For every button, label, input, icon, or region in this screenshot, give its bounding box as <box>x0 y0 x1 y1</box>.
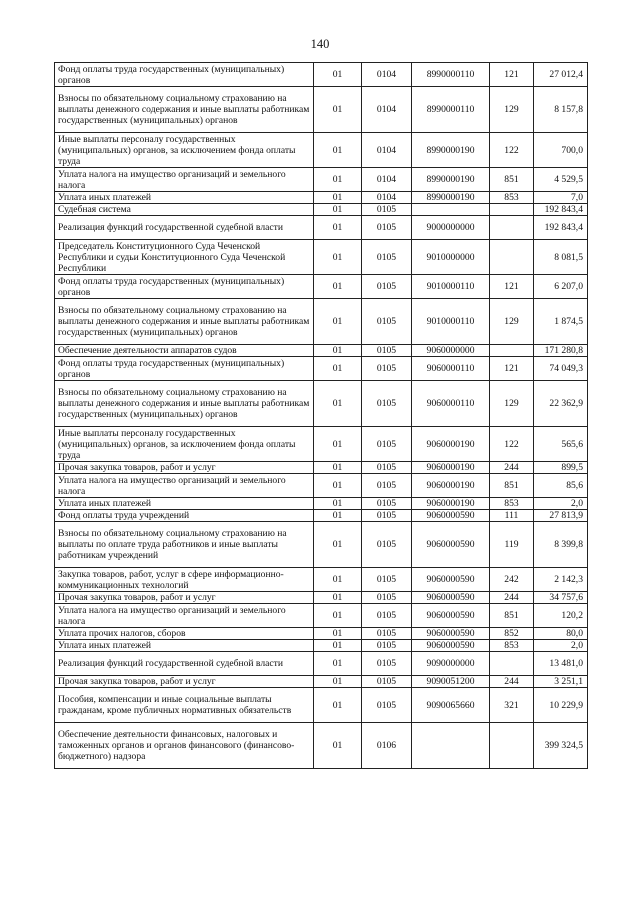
subsection-code: 0105 <box>362 474 412 498</box>
subsection-code: 0105 <box>362 640 412 652</box>
table-row <box>55 498 588 510</box>
expense-type-code <box>490 345 534 357</box>
amount: 80,0 <box>534 628 588 640</box>
target-article-code: 9090051200 <box>412 676 490 688</box>
section-code: 01 <box>314 381 362 427</box>
table-row <box>55 357 588 381</box>
expense-name: Закупка товаров, работ, услуг в сфере информационно-коммуникационных технологий <box>55 568 314 592</box>
section-code: 01 <box>314 568 362 592</box>
expense-name: Уплата налога на имущество организаций и земельного налога <box>55 168 314 192</box>
table-row <box>55 299 588 345</box>
subsection-code: 0105 <box>362 498 412 510</box>
expense-name: Фонд оплаты труда учреждений <box>55 510 314 522</box>
section-code: 01 <box>314 474 362 498</box>
table-row <box>55 628 588 640</box>
expense-type-code: 119 <box>490 522 534 568</box>
table-row <box>55 87 588 133</box>
subsection-code: 0105 <box>362 522 412 568</box>
subsection-code: 0104 <box>362 168 412 192</box>
expense-name: Пособия, компенсации и иные социальные выплаты гражданам, кроме публичных нормативных обязательств <box>55 688 314 723</box>
amount: 399 324,5 <box>534 723 588 769</box>
section-code: 01 <box>314 510 362 522</box>
target-article-code: 9060000590 <box>412 510 490 522</box>
amount: 700,0 <box>534 133 588 168</box>
section-code: 01 <box>314 299 362 345</box>
expense-name: Обеспечение деятельности аппаратов судов <box>55 345 314 357</box>
amount: 85,6 <box>534 474 588 498</box>
subsection-code: 0105 <box>362 688 412 723</box>
section-code: 01 <box>314 168 362 192</box>
expense-name: Фонд оплаты труда государственных (муниципальных) органов <box>55 357 314 381</box>
subsection-code: 0105 <box>362 275 412 299</box>
subsection-code: 0104 <box>362 133 412 168</box>
expense-name: Прочая закупка товаров, работ и услуг <box>55 676 314 688</box>
section-code: 01 <box>314 275 362 299</box>
section-code: 01 <box>314 204 362 216</box>
table-row <box>55 192 588 204</box>
amount: 8 081,5 <box>534 240 588 275</box>
table-row <box>55 688 588 723</box>
table-row <box>55 275 588 299</box>
section-code: 01 <box>314 592 362 604</box>
subsection-code: 0104 <box>362 63 412 87</box>
section-code: 01 <box>314 688 362 723</box>
expense-name: Фонд оплаты труда государственных (муниципальных) органов <box>55 63 314 87</box>
subsection-code: 0105 <box>362 462 412 474</box>
section-code: 01 <box>314 133 362 168</box>
amount: 74 049,3 <box>534 357 588 381</box>
table-row <box>55 133 588 168</box>
target-article-code: 9060000590 <box>412 640 490 652</box>
section-code: 01 <box>314 87 362 133</box>
section-code: 01 <box>314 357 362 381</box>
amount: 899,5 <box>534 462 588 474</box>
target-article-code: 9060000590 <box>412 568 490 592</box>
table-row <box>55 204 588 216</box>
expense-type-code: 321 <box>490 688 534 723</box>
section-code: 01 <box>314 652 362 676</box>
section-code: 01 <box>314 676 362 688</box>
expense-type-code: 853 <box>490 192 534 204</box>
table-row <box>55 427 588 462</box>
expense-type-code: 853 <box>490 640 534 652</box>
table-row <box>55 723 588 769</box>
subsection-code: 0105 <box>362 592 412 604</box>
table-row <box>55 240 588 275</box>
target-article-code: 8990000190 <box>412 168 490 192</box>
expense-type-code <box>490 723 534 769</box>
amount: 3 251,1 <box>534 676 588 688</box>
expense-name: Взносы по обязательному социальному страхованию на выплаты денежного содержания и иные выплаты работникам государственных (муниципальных) органов <box>55 381 314 427</box>
subsection-code: 0105 <box>362 604 412 628</box>
expense-name: Обеспечение деятельности финансовых, налоговых и таможенных органов и органов финансового (финансово-бюджетного) надзора <box>55 723 314 769</box>
expense-type-code: 111 <box>490 510 534 522</box>
target-article-code: 9060000000 <box>412 345 490 357</box>
table-row <box>55 652 588 676</box>
expense-name: Реализация функций государственной судебной власти <box>55 652 314 676</box>
target-article-code: 9060000590 <box>412 628 490 640</box>
target-article-code: 9010000110 <box>412 275 490 299</box>
expense-type-code <box>490 216 534 240</box>
subsection-code: 0105 <box>362 676 412 688</box>
section-code: 01 <box>314 63 362 87</box>
amount: 565,6 <box>534 427 588 462</box>
amount: 8 157,8 <box>534 87 588 133</box>
table-row <box>55 568 588 592</box>
expense-name: Фонд оплаты труда государственных (муниципальных) органов <box>55 275 314 299</box>
amount: 192 843,4 <box>534 216 588 240</box>
expense-type-code: 129 <box>490 87 534 133</box>
target-article-code: 9090000000 <box>412 652 490 676</box>
expense-type-code: 122 <box>490 427 534 462</box>
target-article-code: 9090065660 <box>412 688 490 723</box>
expense-name: Уплата иных платежей <box>55 192 314 204</box>
amount: 27 012,4 <box>534 63 588 87</box>
amount: 13 481,0 <box>534 652 588 676</box>
subsection-code: 0105 <box>362 568 412 592</box>
expense-type-code: 851 <box>490 474 534 498</box>
expense-type-code: 851 <box>490 604 534 628</box>
section-code: 01 <box>314 604 362 628</box>
target-article-code: 9000000000 <box>412 216 490 240</box>
expense-name: Уплата иных платежей <box>55 640 314 652</box>
table-row <box>55 676 588 688</box>
amount: 2,0 <box>534 640 588 652</box>
subsection-code: 0104 <box>362 87 412 133</box>
subsection-code: 0106 <box>362 723 412 769</box>
table-row <box>55 462 588 474</box>
amount: 120,2 <box>534 604 588 628</box>
amount: 34 757,6 <box>534 592 588 604</box>
target-article-code: 9060000590 <box>412 604 490 628</box>
expense-type-code: 244 <box>490 462 534 474</box>
expense-name: Председатель Конституционного Суда Чеченской Республики и судьи Конституционного Суда Чеченской Республики <box>55 240 314 275</box>
amount: 2 142,3 <box>534 568 588 592</box>
budget-table-body <box>55 63 588 769</box>
amount: 27 813,9 <box>534 510 588 522</box>
section-code: 01 <box>314 240 362 275</box>
target-article-code: 9060000190 <box>412 427 490 462</box>
target-article-code: 9060000190 <box>412 498 490 510</box>
amount: 22 362,9 <box>534 381 588 427</box>
subsection-code: 0105 <box>362 357 412 381</box>
table-row <box>55 592 588 604</box>
section-code: 01 <box>314 192 362 204</box>
expense-type-code: 244 <box>490 592 534 604</box>
expense-type-code: 121 <box>490 275 534 299</box>
expense-name: Взносы по обязательному социальному страхованию на выплаты денежного содержания и иные выплаты работникам государственных (муниципальных) органов <box>55 299 314 345</box>
target-article-code: 9060000190 <box>412 462 490 474</box>
subsection-code: 0105 <box>362 427 412 462</box>
target-article-code: 9060000190 <box>412 474 490 498</box>
expense-name: Судебная система <box>55 204 314 216</box>
section-code: 01 <box>314 628 362 640</box>
expense-type-code <box>490 652 534 676</box>
expense-type-code: 121 <box>490 63 534 87</box>
page-number: 140 <box>310 37 330 51</box>
table-row <box>55 345 588 357</box>
expense-type-code: 852 <box>490 628 534 640</box>
expense-name: Уплата прочих налогов, сборов <box>55 628 314 640</box>
table-row <box>55 510 588 522</box>
table-row <box>55 381 588 427</box>
expense-type-code: 242 <box>490 568 534 592</box>
section-code: 01 <box>314 640 362 652</box>
table-row <box>55 63 588 87</box>
expense-name: Иные выплаты персоналу государственных (муниципальных) органов, за исключением фонда оплаты труда <box>55 133 314 168</box>
target-article-code: 8990000190 <box>412 192 490 204</box>
expense-type-code: 121 <box>490 357 534 381</box>
target-article-code: 9010000110 <box>412 299 490 345</box>
expense-type-code: 129 <box>490 299 534 345</box>
subsection-code: 0105 <box>362 299 412 345</box>
target-article-code <box>412 204 490 216</box>
expense-name: Уплата иных платежей <box>55 498 314 510</box>
table-row <box>55 604 588 628</box>
amount: 6 207,0 <box>534 275 588 299</box>
expense-type-code: 244 <box>490 676 534 688</box>
section-code: 01 <box>314 427 362 462</box>
subsection-code: 0105 <box>362 204 412 216</box>
target-article-code: 9060000110 <box>412 357 490 381</box>
subsection-code: 0105 <box>362 381 412 427</box>
table-row <box>55 474 588 498</box>
expense-name: Прочая закупка товаров, работ и услуг <box>55 592 314 604</box>
table-row <box>55 168 588 192</box>
expense-type-code: 122 <box>490 133 534 168</box>
amount: 1 874,5 <box>534 299 588 345</box>
expense-name: Уплата налога на имущество организаций и земельного налога <box>55 604 314 628</box>
section-code: 01 <box>314 522 362 568</box>
section-code: 01 <box>314 345 362 357</box>
target-article-code: 9060000110 <box>412 381 490 427</box>
budget-table <box>54 62 588 769</box>
target-article-code: 8990000110 <box>412 87 490 133</box>
table-row <box>55 216 588 240</box>
table-row <box>55 522 588 568</box>
subsection-code: 0105 <box>362 345 412 357</box>
subsection-code: 0105 <box>362 652 412 676</box>
table-row <box>55 640 588 652</box>
amount: 4 529,5 <box>534 168 588 192</box>
expense-name: Взносы по обязательному социальному страхованию на выплаты денежного содержания и иные выплаты работникам государственных (муниципальных) органов <box>55 87 314 133</box>
amount: 192 843,4 <box>534 204 588 216</box>
expense-name: Взносы по обязательному социальному страхованию на выплаты по оплате труда работников и иные выплаты работникам учреждений <box>55 522 314 568</box>
expense-type-code: 853 <box>490 498 534 510</box>
expense-name: Уплата налога на имущество организаций и земельного налога <box>55 474 314 498</box>
expense-name: Реализация функций государственной судебной власти <box>55 216 314 240</box>
expense-name: Прочая закупка товаров, работ и услуг <box>55 462 314 474</box>
expense-type-code: 851 <box>490 168 534 192</box>
section-code: 01 <box>314 462 362 474</box>
amount: 10 229,9 <box>534 688 588 723</box>
amount: 171 280,8 <box>534 345 588 357</box>
target-article-code: 9060000590 <box>412 522 490 568</box>
section-code: 01 <box>314 723 362 769</box>
target-article-code <box>412 723 490 769</box>
section-code: 01 <box>314 216 362 240</box>
expense-type-code <box>490 240 534 275</box>
expense-name: Иные выплаты персоналу государственных (муниципальных) органов, за исключением фонда оплаты труда <box>55 427 314 462</box>
subsection-code: 0105 <box>362 628 412 640</box>
target-article-code: 9060000590 <box>412 592 490 604</box>
target-article-code: 9010000000 <box>412 240 490 275</box>
subsection-code: 0104 <box>362 192 412 204</box>
target-article-code: 8990000190 <box>412 133 490 168</box>
amount: 7,0 <box>534 192 588 204</box>
subsection-code: 0105 <box>362 216 412 240</box>
section-code: 01 <box>314 498 362 510</box>
amount: 8 399,8 <box>534 522 588 568</box>
target-article-code: 8990000110 <box>412 63 490 87</box>
subsection-code: 0105 <box>362 510 412 522</box>
subsection-code: 0105 <box>362 240 412 275</box>
expense-type-code <box>490 204 534 216</box>
expense-type-code: 129 <box>490 381 534 427</box>
amount: 2,0 <box>534 498 588 510</box>
